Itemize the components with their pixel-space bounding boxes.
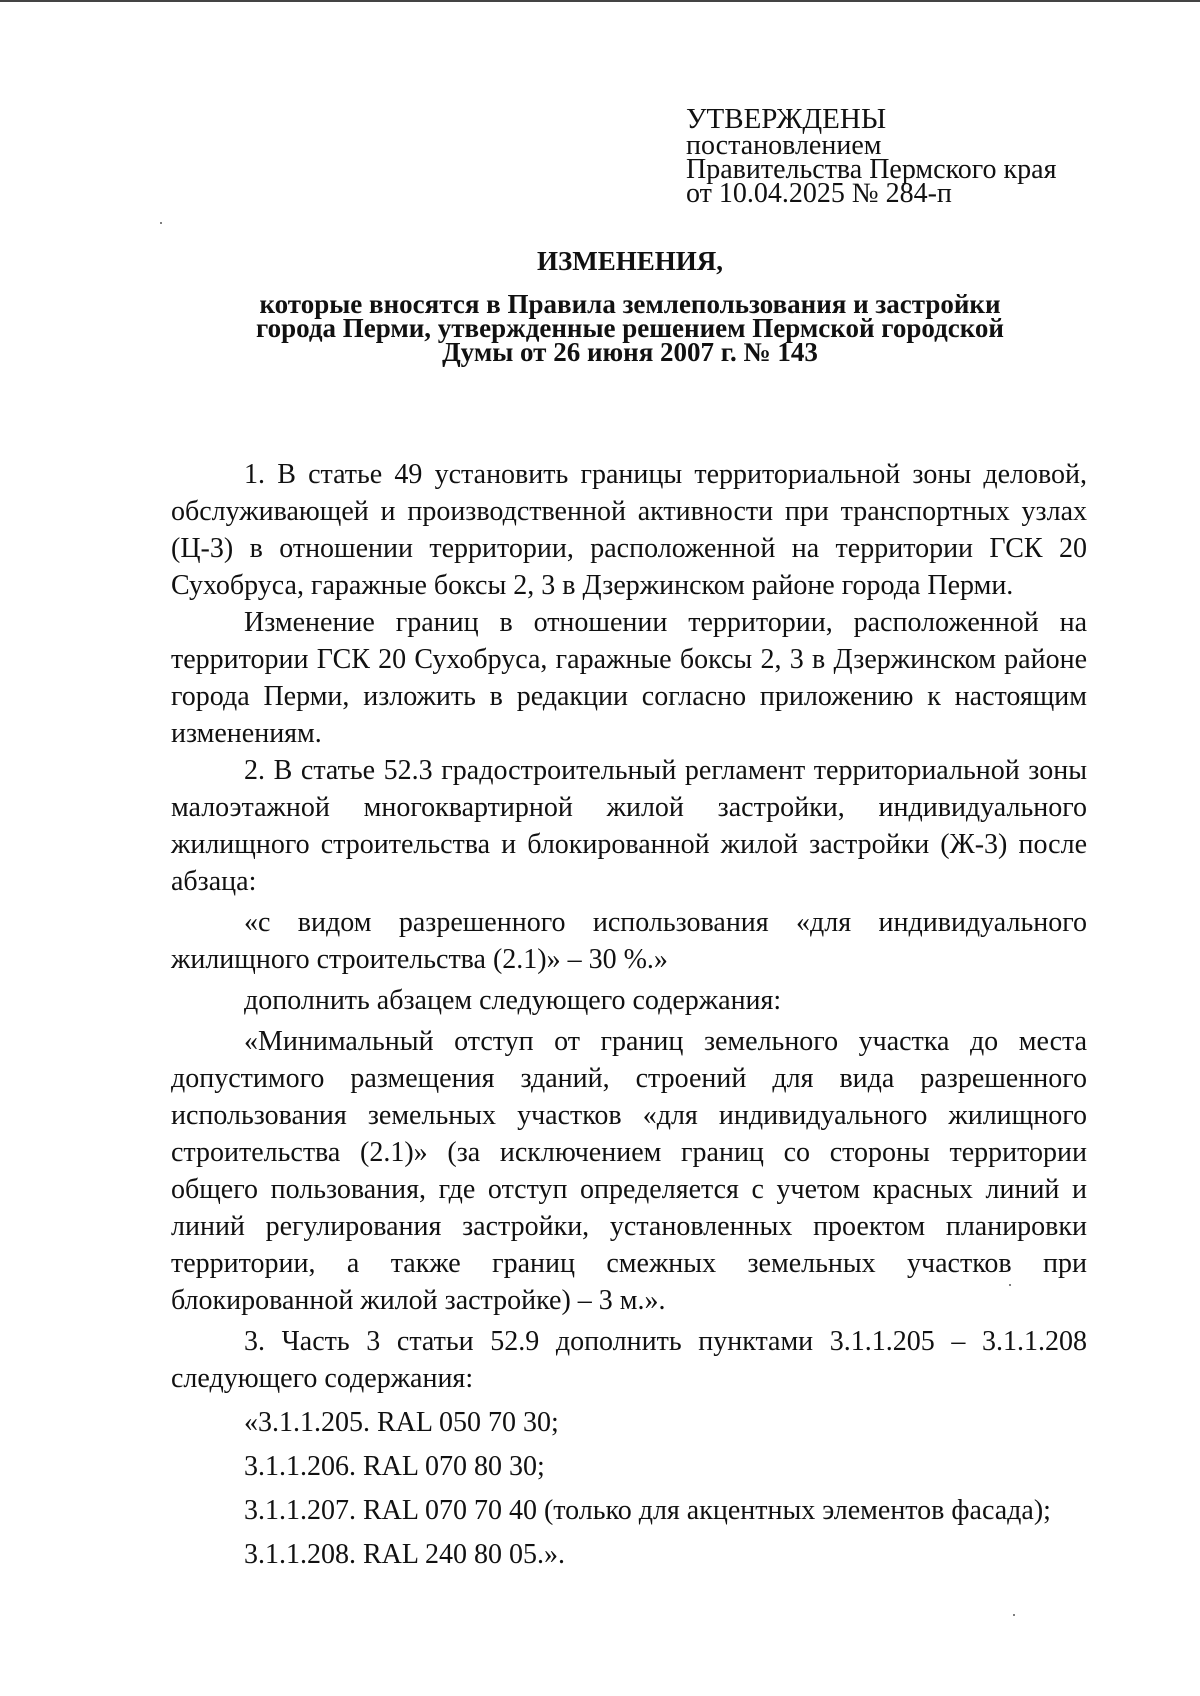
scan-edge-line: [0, 0, 1200, 2]
heading-title: ИЗМЕНЕНИЯ,: [536, 246, 723, 276]
approval-line: постановлением: [686, 130, 882, 161]
document-body: [171, 456, 1087, 1573]
approval-line: Правительства Пермского края: [686, 154, 1057, 185]
heading-subtitle-line: Думы от 26 июня 2007 г. № 143: [442, 337, 818, 367]
heading-subtitle-line: города Перми, утвержденные решением Пермской городской: [256, 313, 1004, 343]
ral-item: «3.1.1.205. RAL 050 70 30;: [244, 1407, 559, 1438]
scan-speck: [1013, 1614, 1015, 1616]
ral-item: 3.1.1.208. RAL 240 80 05.».: [244, 1539, 565, 1570]
paragraph-1: 1. В статье 49 установить границы территориальной зоны деловой, обслуживающей и производственной активности при транспортных узлах (Ц-3) в отношении территории, расположенной на территории ГСК 20 Сухобруса, гаражные боксы 2, 3 в Дзержинском районе города Перми.: [171, 459, 1087, 601]
scan-speck: [160, 222, 162, 224]
approval-date: от 10.04.2025 № 284-п: [686, 178, 952, 209]
ral-item: 3.1.1.206. RAL 070 80 30;: [244, 1451, 545, 1482]
heading-subtitle-line: которые вносятся в Правила землепользования и застройки: [259, 289, 1001, 319]
ral-item: 3.1.1.207. RAL 070 70 40 (только для акцентных элементов фасада);: [244, 1495, 1051, 1526]
approval-title: УТВЕРЖДЕНЫ: [686, 103, 887, 135]
paragraph-quote: «с видом разрешенного использования «для индивидуального жилищного строительства (2.1)» – 30 %.»: [171, 907, 1087, 975]
paragraph-5: дополнить абзацем следующего содержания:: [244, 985, 782, 1016]
scan-speck: [1009, 1284, 1011, 1286]
document-heading: [170, 244, 1090, 367]
approval-block: [686, 103, 1166, 209]
paragraph-6: «Минимальный отступ от границ земельного участка до места допустимого размещения зданий, строений для вида разрешенного использования земельных участков «для индивидуального жилищного строительства (2.1)» (за исключением границ со стороны территории общего пользования, где отступ определяется с учетом красных линий и линий регулирования застройки, установленных проектом планировки территории, а также границ смежных земельных участков при блокированной жилой застройке) – 3 м.».: [171, 1026, 1087, 1316]
paragraph-3: 2. В статье 52.3 градостроительный регламент территориальной зоны малоэтажной многоквартирной жилой застройки, индивидуального жилищного строительства и блокированной жилой застройки (Ж-3) после абзаца:: [171, 755, 1087, 897]
paragraph-7: 3. Часть 3 статьи 52.9 дополнить пунктами 3.1.1.205 – 3.1.1.208 следующего содержания:: [171, 1326, 1087, 1394]
paragraph-2: Изменение границ в отношении территории, расположенной на территории ГСК 20 Сухобруса, гаражные боксы 2, 3 в Дзержинском районе города Перми, изложить в редакции согласно приложению к настоящим изменениям.: [171, 607, 1087, 749]
